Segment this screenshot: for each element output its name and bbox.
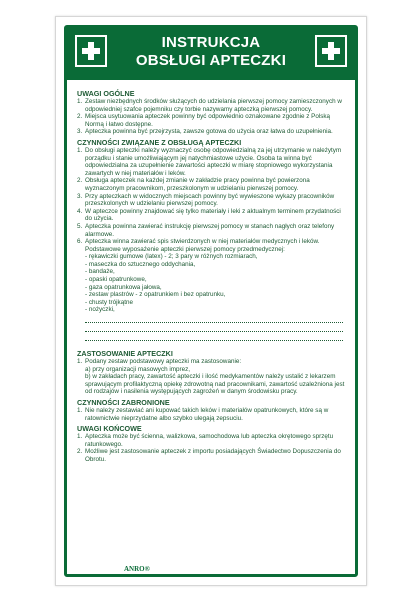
equipment-intro: Podstawowe wyposażenie apteczki pierwszej pomocy przedmedycznej:	[85, 245, 285, 253]
blank-line	[85, 332, 343, 341]
section-heading-duties: CZYNNOŚCI ZWIĄZANE Z OBSŁUGĄ APTECZKI	[77, 137, 242, 147]
green-frame	[64, 25, 358, 577]
first-aid-cross-icon	[75, 35, 107, 67]
list-item: 1. Apteczka może być ścienna, walizkowa, samochodowa lub apteczka okrętowego sprzętu ratunkowego.	[77, 433, 334, 448]
sign-title	[117, 34, 305, 70]
list-item: 1. Nie należy zestawiać ani kupować takich leków i materiałów opatrunkowych, które są w ratownictwie nieprzydatne albo szybko ulegają zepsuciu.	[77, 407, 329, 422]
list-item: 1. Podany zestaw podstawowy apteczki ma zastosowanie:	[77, 358, 242, 366]
title-line-1: INSTRUKCJA	[161, 34, 261, 51]
list-item: 1. Do obsługi apteczki należy wyznaczyć osobę odpowiedzialną za jej utrzymanie w należytym porządku i stanie umożliwiającym jej natychmiastowe użycie. Osoba ta winna być odpowiedzialna za uzupełnienie zawartości apteczki w miarę stopniowego wykorzystania zawartych w niej materiałów i leków.	[77, 146, 342, 177]
list-item: 4. W apteczce powinny znajdować się tylko materiały i leki z aktualnym terminem przydatności do użycia.	[77, 207, 341, 223]
blank-line	[85, 323, 343, 332]
list-item: 3. Przy apteczkach w widocznych miejscach powinny być wywieszone wykazy pracowników przeszkolonych w udzielaniu pierwszej pomocy.	[77, 192, 335, 208]
first-aid-cross-icon	[315, 35, 347, 67]
section-heading-final: UWAGI KOŃCOWE	[77, 424, 142, 434]
list-item: 5. Apteczka powinna zawierać instrukcję pierwszej pomocy w stanach nagłych oraz telefony alarmowe.	[77, 222, 335, 238]
equipment-item: - gaza opatrunkowa jałowa,	[85, 283, 162, 291]
sign-header	[67, 28, 355, 80]
brand-logo: ANRO®	[124, 565, 150, 573]
section-heading-forbidden: CZYNNOŚCI ZABRONIONE	[77, 398, 170, 407]
equipment-item: - bandaże,	[85, 268, 115, 276]
equipment-item: - zestaw plastrów - z opatrunkiem i bez opatrunku,	[85, 291, 226, 299]
instruction-content	[77, 87, 347, 464]
list-item: 2. Możliwe jest zastosowanie apteczek z importu posiadających Świadectwo Dopuszczenia do Obrotu.	[77, 448, 341, 463]
instruction-sign	[55, 16, 367, 586]
section-heading-usage: ZASTOSOWANIE APTECZKI	[77, 349, 173, 359]
blank-line	[85, 314, 343, 323]
list-item: 6. Apteczka winna zawierać spis stwierdzonych w niej materiałów medycznych i leków.	[77, 238, 320, 246]
equipment-item: - opaski opatrunkowe,	[85, 276, 147, 284]
sub-item: a) przy organizacji masowych imprez,	[85, 365, 190, 373]
section-heading-general: UWAGI OGÓLNE	[77, 89, 135, 98]
equipment-item: - nożyczki,	[85, 306, 115, 314]
equipment-item: - chusty trójkątne	[85, 298, 133, 306]
title-line-2: OBSŁUGI APTECZKI	[135, 52, 287, 69]
equipment-item: - rękawiczki gumowe (latex) - 2; 3 pary w różnych rozmiarach,	[85, 253, 258, 261]
list-item: 1. Zestaw niezbędnych środków służących do udzielania pierwszej pomocy zamieszczonych w odpowiedniej szafce pojemniku czy torbie nazywamy apteczką pierwszej pomocy.	[77, 98, 342, 113]
list-item: 2. Miejsca usytuowania apteczek powinny być odpowiednio oznakowane zgodnie z Polską Normą i łatwo dostępne.	[77, 113, 331, 128]
equipment-item: - maseczka do sztucznego oddychania,	[85, 260, 196, 268]
list-item: 2. Obsługa apteczek na każdej zmianie w zakładzie pracy powinna być powierzona wyznaczonym pracownikom, przeszkolonym w udzielaniu pierwszej pomocy.	[77, 177, 310, 192]
sub-item: b) w zakładach pracy, zawartość apteczki i ilość medykamentów należy ustalić z lekarzem sprawującym profilaktyczną opiekę zdrowotną nad pracownikami, zawartość uzależniona jest od rodzajów i nasilenia występujących zagrożeń w danym środowisku pracy.	[85, 373, 345, 396]
list-item: 3. Apteczka powinna być przejrzysta, zawsze gotowa do użycia oraz łatwa do uzupełnienia.	[77, 128, 333, 136]
